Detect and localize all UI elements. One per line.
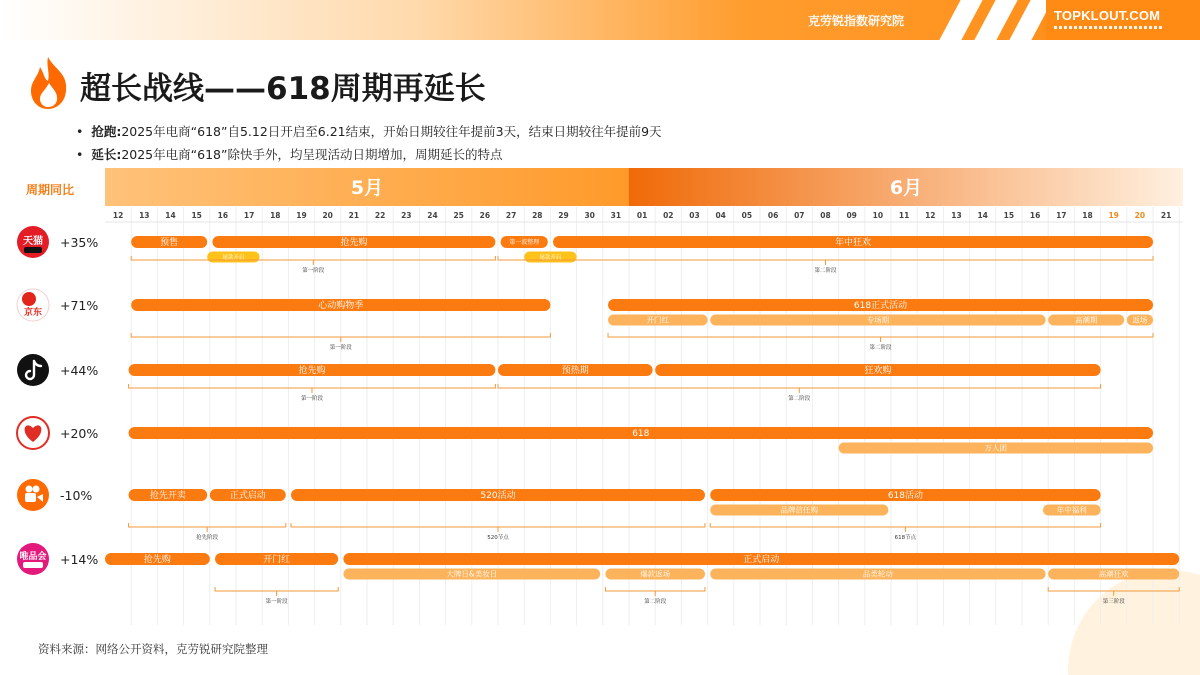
phase-label: 第一阶段 [302,268,325,274]
sub-bar-label: 万人团 [984,443,1008,453]
main-bar-label: 年中狂欢 [835,238,872,249]
sub-bar-label: 品类轮动 [862,569,893,579]
sub-bar-label: 品牌信任购 [780,505,819,515]
main-bar-label: 抢先购 [298,366,326,377]
day-tick-label: 07 [794,211,805,220]
phase-label: 520节点 [487,535,509,541]
day-tick-label: 16 [217,211,229,220]
jd-logo-icon-glyph: 京东 [23,308,43,318]
main-bar-label: 618活动 [887,491,924,502]
main-bar-label: 正式启动 [743,555,780,566]
day-tick-label: 12 [112,211,124,220]
page-title: 超长战线——618周期再延长 [80,71,486,107]
main-bar-label: 抢先购 [340,238,368,249]
day-tick-label: 19 [296,211,307,220]
bullet-label: 延长: [91,147,122,162]
day-tick-label: 17 [243,211,255,220]
tmall-logo-icon-base [24,247,42,253]
day-tick-label: 04 [715,211,726,220]
day-tick-label: 31 [610,211,622,220]
main-bar-label: 狂欢购 [864,366,892,377]
day-tick-label: 03 [689,211,700,220]
day-tick-label: 12 [925,211,936,220]
day-tick-label: 20 [322,211,333,220]
main-bar-label: 开门红 [263,555,291,566]
phase-bracket [498,384,1101,393]
day-tick-label: 22 [374,211,386,220]
phase-label: 第三阶段 [1102,599,1125,605]
day-tick-label: 17 [1056,211,1067,220]
day-tick-label: 29 [558,211,569,220]
sub-bar-label: 高潮狂欢 [1098,569,1129,579]
phase-label: 第一阶段 [265,599,288,605]
day-tick-label: 08 [820,211,831,220]
main-bar-label: 618正式活动 [853,301,908,312]
sub-bar-label: 高潮期 [1074,315,1098,325]
day-tick-label: 23 [401,211,412,220]
phase-bracket [215,587,338,596]
tmall-logo-icon-glyph: 天猫 [23,236,43,247]
day-tick-label: 11 [898,211,910,220]
day-tick-label: 20 [1134,211,1146,220]
day-tick-label: 02 [663,211,674,220]
bullet-text: 2025年电商“618”除快手外，均呈现活动日期增加，周期延长的特点 [121,147,503,162]
source-note: 资料来源：网络公开资料，克劳锐研究院整理 [38,642,268,656]
day-tick-label: 09 [846,211,857,220]
sub-bar-label: 返场 [1132,315,1148,325]
yoy-change-0: +35% [60,235,99,250]
day-tick-label: 10 [872,211,884,220]
phase-label: 第二阶段 [869,345,892,351]
day-tick-label: 01 [636,211,648,220]
day-tick-label: 18 [270,211,281,220]
sub-bar-label: 爆款返场 [640,569,671,579]
phase-label: 第一阶段 [329,345,352,351]
phase-label: 第一阶段 [300,396,323,402]
main-bar-label: 正式启动 [229,491,266,502]
topklout-logo: TOPKLOUT.COM [1054,8,1161,23]
phase-bracket [1048,587,1179,596]
day-tick-label: 14 [165,211,176,220]
sub-bar-label: 年中福利 [1056,505,1087,515]
day-tick-label: 27 [505,211,517,220]
day-tick-label: 06 [767,211,779,220]
day-tick-label: 25 [453,211,464,220]
yoy-change-5: +14% [60,552,99,567]
sub-bar-label: 尾款开启 [539,254,562,261]
main-bar-label: 预售 [160,238,179,249]
day-tick-label: 21 [348,211,360,220]
bullet-label: 抢跑: [91,124,122,139]
phase-bracket [498,256,1153,265]
phase-label: 抢先阶段 [196,535,219,541]
main-bar-label: 抢先购 [143,555,171,566]
month-label-june: 6月 [889,177,923,199]
sub-bar-label: 开门红 [646,315,670,325]
kuaishou-logo-icon-camera [25,493,36,502]
day-tick-label: 15 [1003,211,1015,220]
phase-label: 第二阶段 [788,396,811,402]
day-tick-label: 19 [1108,211,1119,220]
day-tick-label: 14 [977,211,988,220]
phase-bracket [131,256,495,265]
sub-bar-label: 大牌日&美妆日 [446,569,498,579]
corner-label: 周期同比 [26,183,75,197]
day-tick-label: 05 [741,211,753,220]
month-label-may: 5月 [350,177,384,199]
day-tick-label: 21 [1160,211,1172,220]
vipshop-logo-icon-glyph: 唯品会 [19,552,47,562]
kuaishou-logo-icon-lens-1 [26,486,33,493]
main-bar-label: 618 [632,429,650,440]
yoy-change-2: +44% [60,363,99,378]
brand-name: 克劳锐指数研究院 [808,14,905,28]
phase-bracket [710,523,1100,532]
phase-label: 第二阶段 [644,599,667,605]
day-tick-label: 18 [1082,211,1093,220]
day-tick-label: 28 [532,211,543,220]
main-bar-label: 预热期 [561,366,589,377]
main-bar-label: 520活动 [480,491,516,502]
day-tick-label: 26 [479,211,491,220]
jd-logo-icon-dog-head [22,292,36,306]
phase-bracket [608,333,1153,342]
yoy-change-3: +20% [60,426,99,441]
day-tick-label: 15 [191,211,202,220]
sub-bar-label: 尾款开启 [222,254,245,261]
bullet-2: • 延长:2025年电商“618”除快手外，均呈现活动日期增加，周期延长的特点 [76,147,503,162]
yoy-change-4: -10% [60,488,93,503]
sub-bar-label: 专场期 [866,315,890,325]
day-tick-label: 24 [427,211,438,220]
day-tick-label: 30 [584,211,595,220]
phase-label: 第二阶段 [814,268,837,274]
phase-label: 618节点 [894,535,917,541]
main-bar-label: 心动购物季 [318,301,364,312]
bullet-1: • 抢跑:2025年电商“618”自5.12日开启至6.21结束，开始日期较往年提前3天，结束日期较往年提前9天 [76,124,662,139]
day-tick-label: 13 [951,211,962,220]
kuaishou-logo-icon-lens-2 [33,486,40,493]
main-bar-label: 抢先开卖 [149,491,186,502]
day-tick-label: 16 [1029,211,1041,220]
yoy-change-1: +71% [60,298,99,313]
vipshop-logo-icon-tag [23,562,43,568]
bullet-text: 2025年电商“618”自5.12日开启至6.21结束，开始日期较往年提前3天，结束日期较往年提前9天 [121,124,662,139]
day-tick-label: 13 [139,211,150,220]
main-bar-label: 第一波整理 [509,239,540,247]
